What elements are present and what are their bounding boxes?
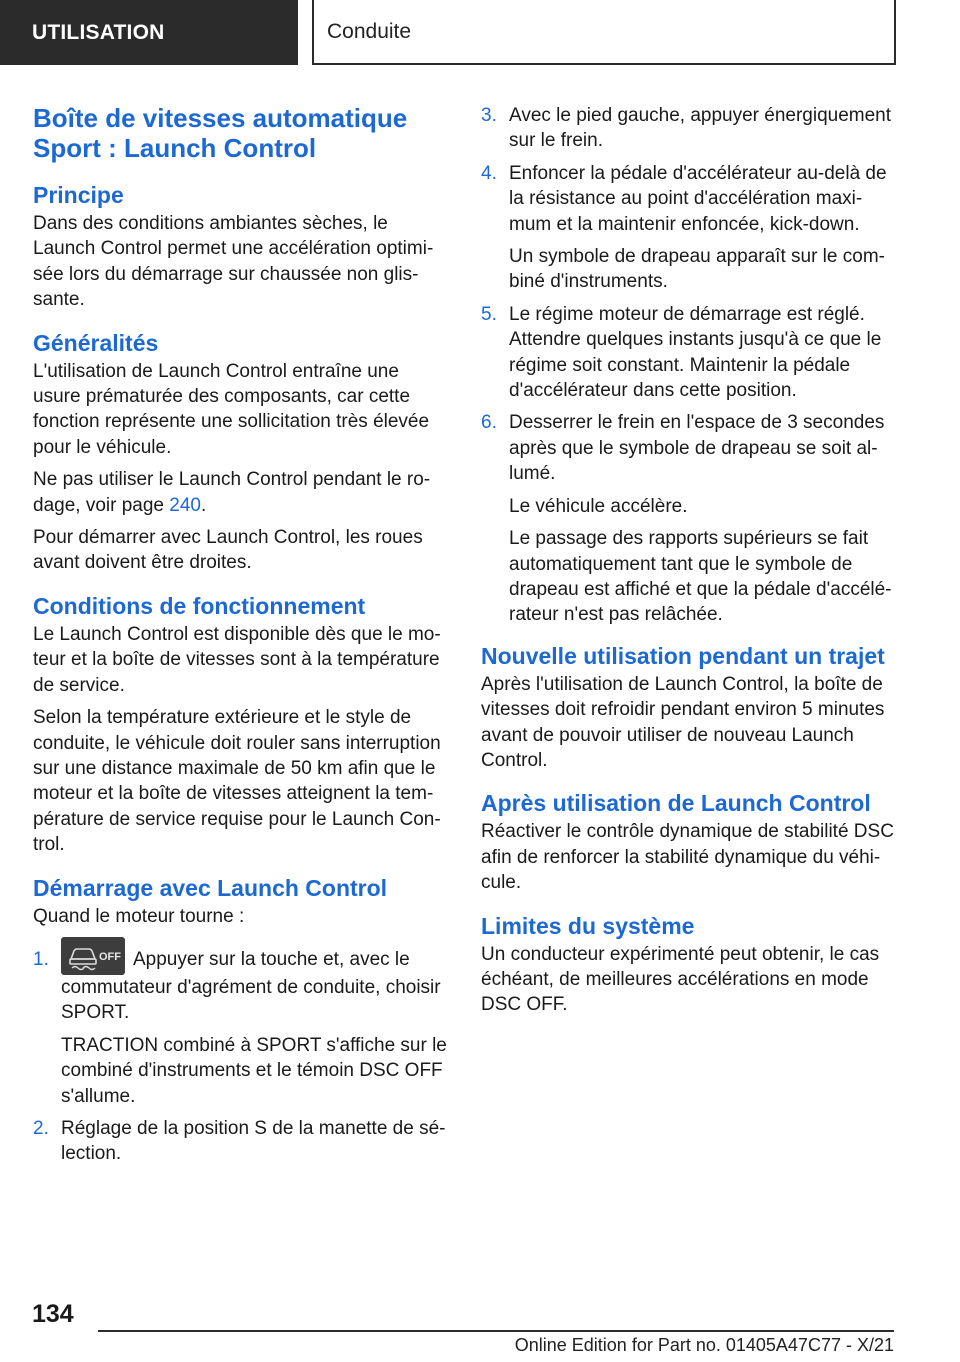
footer-edition: Online Edition for Part no. 01405A47C77 - X/21 — [514, 1335, 894, 1355]
page-link-240[interactable]: 240 — [169, 494, 201, 516]
footer-divider — [98, 1330, 894, 1332]
step1-text: Appuyer sur la touche et, avec le commutateur d'agrément de conduite, choisir SPORT. — [61, 948, 441, 1024]
step-1 — [33, 947, 449, 1109]
step6-sub1: Le véhicule accélère. — [509, 495, 688, 517]
heading-demarrage: Démarrage avec Launch Control — [33, 874, 388, 901]
chapter-tab: Conduite — [312, 0, 896, 65]
heading-principe: Principe — [33, 182, 124, 208]
page-number: 134 — [32, 1300, 74, 1328]
step4-text: Enfoncer la pédale d'accélérateur au-delà de la résistance au point d'accélération maximum et la maintenir enfoncée, kick-down. — [509, 162, 887, 235]
step-number: 6. — [481, 412, 497, 434]
limites-text: Un conducteur expérimenté peut obtenir, le cas échéant, de meilleures accélérations en mode DSC OFF. — [481, 943, 880, 1016]
step3-text: Avec le pied gauche, appuyer énergiquement sur le frein. — [509, 105, 892, 152]
step2-text: Réglage de la position S de la manette de sélection. — [61, 1117, 446, 1165]
generalites-p3: Pour démarrer avec Launch Control, les roues avant doivent être droites. — [33, 527, 423, 574]
section-tab: UTILISATION — [0, 0, 298, 65]
heading-apres-utilisation: Après utilisation de Launch Control — [481, 790, 871, 817]
step-number: 4. — [481, 162, 497, 184]
heading-limites: Limites du système — [481, 912, 695, 939]
generalites-p2: Ne pas utiliser le Launch Control pendant le rodage, voir page 240. — [33, 469, 431, 516]
step-4 — [481, 161, 897, 295]
demarrage-intro: Quand le moteur tourne : — [33, 905, 245, 927]
step5-text: Le régime moteur de démarrage est réglé. Attendre quelques instants jusqu'à ce que le régime soit constant. Maintenir la pédale d'accélérateur dans cette position. — [509, 303, 882, 402]
conditions-p2: Selon la température extérieure et le style de conduite, le véhicule doit rouler sans interruption sur une distance maximale de 50 km afin que le moteur et la boîte de vitesses atteignent la température de service requise pour le Launch Control. — [33, 707, 441, 856]
heading-conditions: Conditions de fonctionnement — [33, 592, 366, 619]
dsc-off-icon — [61, 937, 125, 975]
step-number: 2. — [33, 1117, 49, 1139]
step-number: 3. — [481, 105, 497, 126]
principe-text: Dans des conditions ambiantes sèches, le Launch Control permet une accélération optimisée lors du démarrage sur chaussée non glissante. — [33, 213, 434, 311]
step-number: 5. — [481, 303, 497, 325]
step6-sub2: Le passage des rapports supérieurs se fait automatiquement tant que le symbole de drapeau est affiché et que la pédale d'accélérateur n'est pas relâchée. — [509, 528, 892, 626]
step-5 — [481, 302, 897, 404]
generalites-p1: L'utilisation de Launch Control entraîne une usure prématurée des composants, car cette fonction représente une sollicitation très élevée pour le véhicule. — [33, 360, 430, 458]
step-number: 1. — [33, 948, 49, 970]
nouvelle-text: Après l'utilisation de Launch Control, la boîte de vitesses doit refroidir pendant environ 5 minutes avant de pouvoir utiliser de nouveau Launch Control. — [481, 673, 885, 771]
svg-text:OFF: OFF — [99, 950, 121, 963]
step4-sub: Un symbole de drapeau apparaît sur le combiné d'instruments. — [509, 246, 885, 293]
conditions-p1: Le Launch Control est disponible dès que le moteur et la boîte de vitesses sont à la température de service. — [33, 623, 441, 696]
step-2 — [33, 1116, 449, 1167]
apres-text: Réactiver le contrôle dynamique de stabilité DSC afin de renforcer la stabilité dynamique du véhicule. — [481, 821, 894, 894]
page-header — [0, 0, 960, 66]
page-title: Boîte de vitesses automatique Sport : Launch Control — [33, 103, 408, 163]
step-6 — [481, 410, 897, 627]
heading-generalites: Généralités — [33, 329, 159, 356]
left-column — [33, 103, 449, 1174]
right-column — [481, 103, 897, 1025]
step1-sub: TRACTION combiné à SPORT s'affiche sur le combiné d'instruments et le témoin DSC OFF s'allume. — [61, 1034, 447, 1107]
step6-text: Desserrer le frein en l'espace de 3 secondes après que le symbole de drapeau se soit allumé. — [509, 412, 885, 485]
heading-nouvelle-utilisation: Nouvelle utilisation pendant un trajet — [481, 642, 885, 669]
step-3 — [481, 103, 897, 154]
